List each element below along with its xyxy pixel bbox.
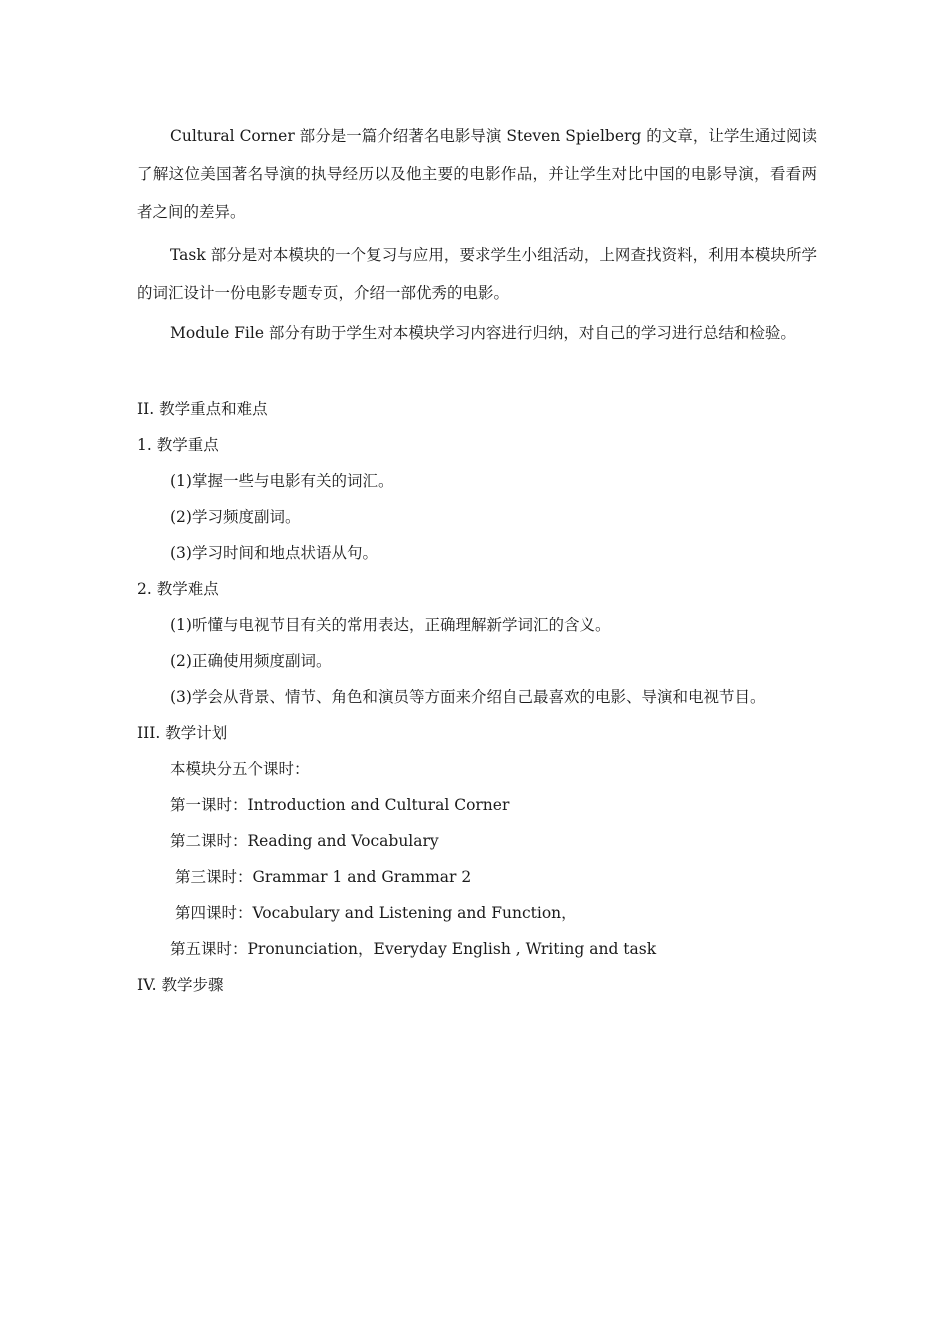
lesson-item: 第二课时：Reading and Vocabulary xyxy=(170,832,439,850)
list-item: (2)正确使用频度副词。 xyxy=(170,652,332,670)
list-item: (3)学习时间和地点状语从句。 xyxy=(170,544,378,562)
subheading-key-points: 1. 教学重点 xyxy=(137,436,219,454)
list-item: (1)掌握一些与电影有关的词汇。 xyxy=(170,472,394,490)
paragraph-cultural-corner: Cultural Corner 部分是一篇介绍著名电影导演 Steven Spielberg 的文章，让学生通过阅读了解这位美国著名导演的执导经历以及他主要的电影作品，并让学生对比中国的电影导演，看看两者之间的差异。 xyxy=(137,127,817,221)
lesson-item: 第一课时：Introduction and Cultural Corner xyxy=(170,796,510,814)
list-item: (2)学习频度副词。 xyxy=(170,508,301,526)
paragraph-task: Task 部分是对本模块的一个复习与应用，要求学生小组活动，上网查找资料，利用本模块所学的词汇设计一份电影专题专页，介绍一部优秀的电影。 xyxy=(137,246,817,302)
section-heading-teaching-steps: IV. 教学步骤 xyxy=(137,976,224,994)
teaching-plan-intro: 本模块分五个课时： xyxy=(170,760,310,778)
subheading-difficulties: 2. 教学难点 xyxy=(137,580,219,598)
section-heading-teaching-plan: III. 教学计划 xyxy=(137,724,228,742)
lesson-item: 第四课时：Vocabulary and Listening and Function， xyxy=(175,904,577,922)
list-item: (1)听懂与电视节目有关的常用表达，正确理解新学词汇的含义。 xyxy=(170,616,611,634)
lesson-item: 第三课时：Grammar 1 and Grammar 2 xyxy=(175,868,472,886)
paragraph-module-file: Module File 部分有助于学生对本模块学习内容进行归纳，对自己的学习进行总结和检验。 xyxy=(170,324,796,342)
lesson-item: 第五课时：Pronunciation，Everyday English , Writing and task xyxy=(170,940,657,958)
list-item: (3)学会从背景、情节、角色和演员等方面来介绍自己最喜欢的电影、导演和电视节目。 xyxy=(170,688,766,706)
section-heading-key-and-difficult-points: II. 教学重点和难点 xyxy=(137,400,268,418)
